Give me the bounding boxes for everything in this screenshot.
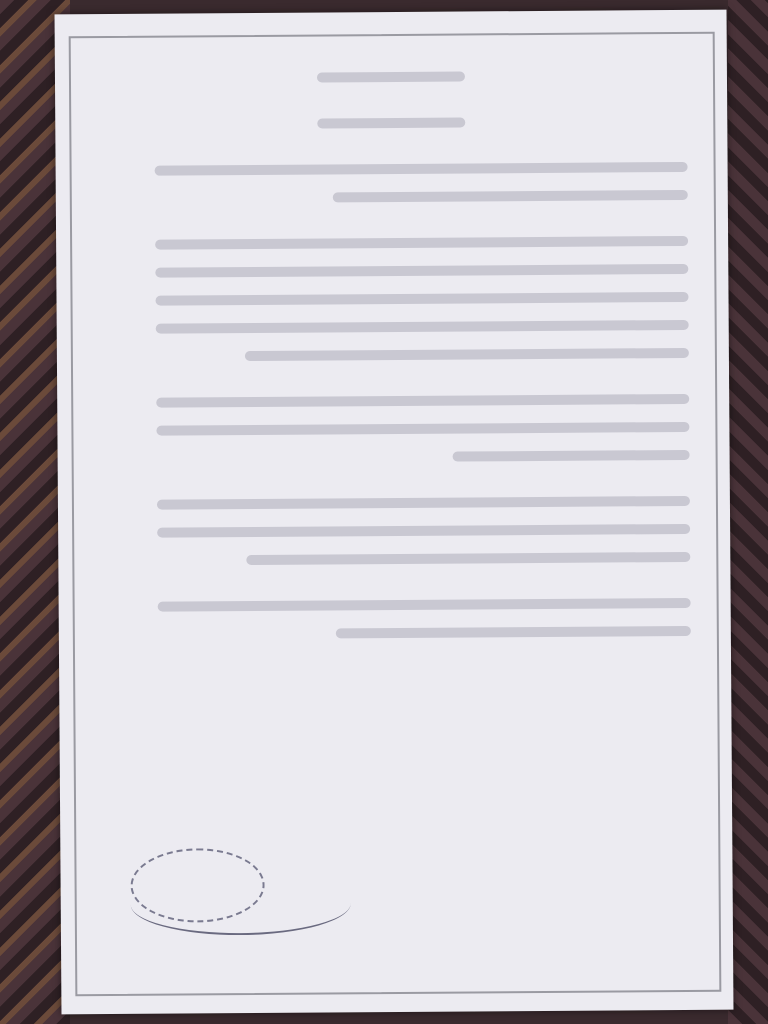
text-line-placeholder xyxy=(157,524,690,538)
text-line-placeholder xyxy=(245,348,689,361)
heading-line-placeholder xyxy=(317,117,465,128)
text-line-placeholder xyxy=(336,626,691,638)
text-line-placeholder xyxy=(333,190,688,202)
fabric-backdrop-right xyxy=(728,0,768,1024)
text-line-placeholder xyxy=(157,422,690,436)
text-line-placeholder xyxy=(155,264,688,278)
text-line-placeholder xyxy=(453,450,690,462)
text-line-placeholder xyxy=(156,320,689,334)
text-line-placeholder xyxy=(156,292,689,306)
document-text-placeholder xyxy=(95,70,692,844)
text-line-placeholder xyxy=(246,552,690,565)
paper-sheet xyxy=(55,10,734,1015)
title-line-placeholder xyxy=(317,71,465,82)
